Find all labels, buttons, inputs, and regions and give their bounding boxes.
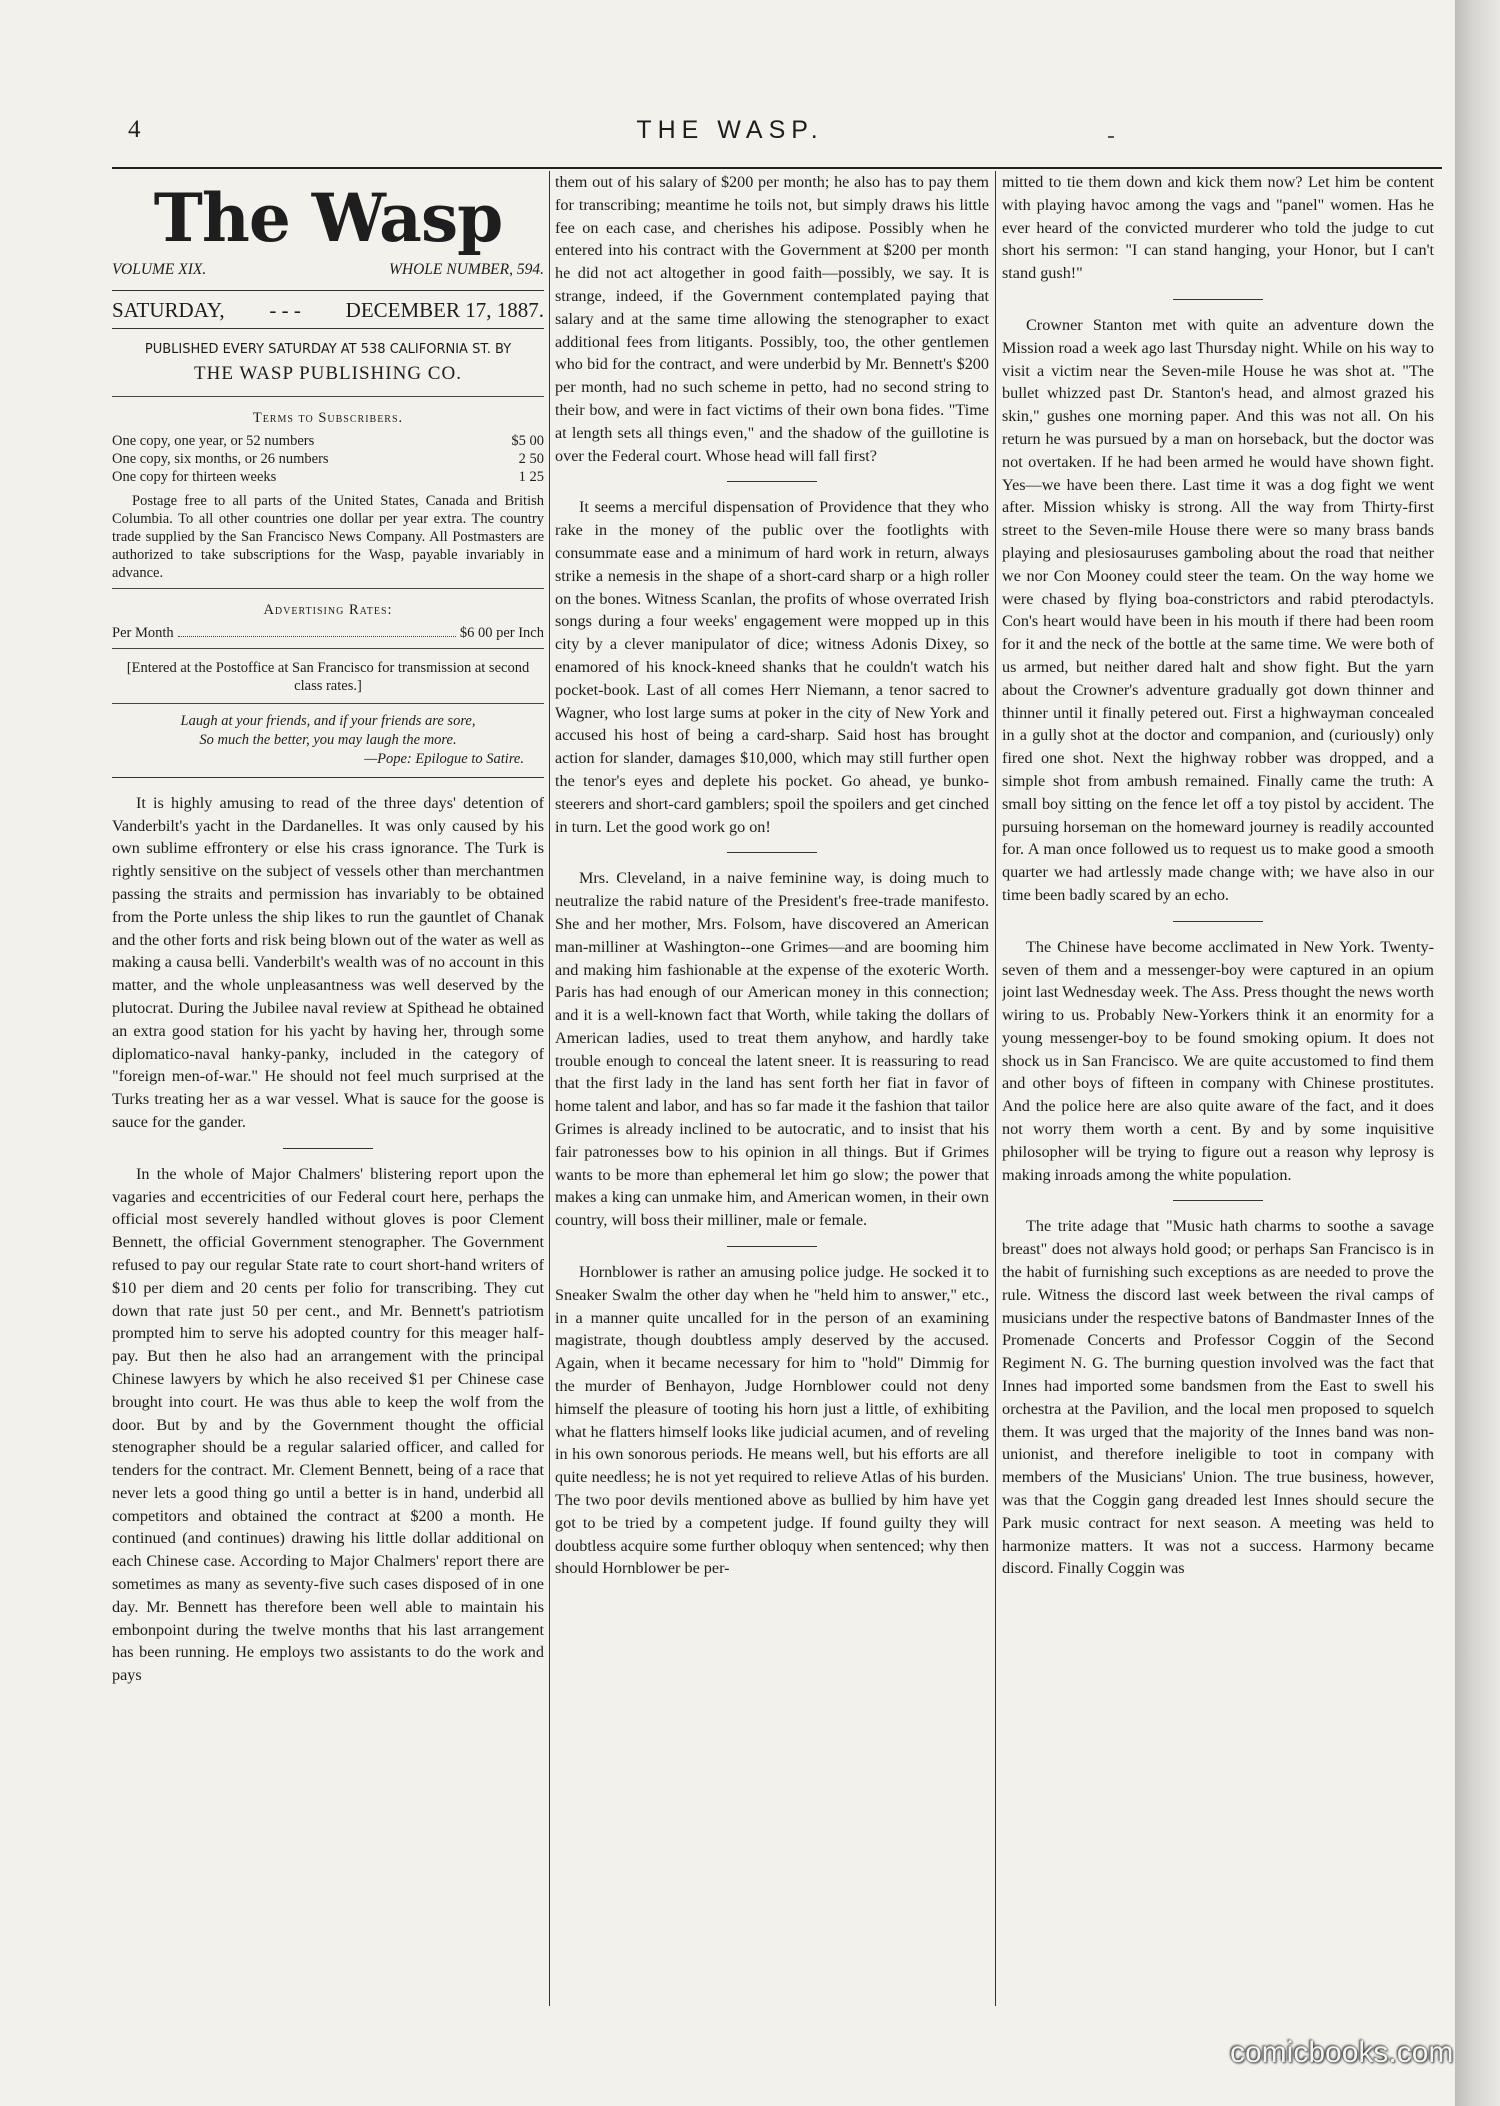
divider (112, 396, 544, 397)
terms-label: One copy, six months, or 26 numbers (112, 450, 329, 467)
terms-row (112, 432, 544, 450)
volume: VOLUME XIX. (112, 261, 207, 278)
ad-price: $6 00 per Inch (459, 624, 544, 641)
article-separator (1173, 921, 1263, 922)
published-line: PUBLISHED EVERY SATURDAY AT 538 CALIFORNIA ST. BY (144, 341, 512, 357)
column-rule-1 (549, 171, 550, 2006)
article-bennett: In the whole of Major Chalmers' blistering report upon the vagaries and eccentricities of our Federal court here, perhaps the official most severely handled without gloves is poor Clement Bennett, the official Government stenographer. The Government refused to pay our regular State rate to court short-hand writers of $10 per diem and 20 cents per folio for transcribing. They cut down that rate just 50 per cent., and Mr. Bennett's patriotism prompted him to serve his adopted country for this meager half-pay. But then he also had an arrangement with the principal Chinese lawyers by which he also received $1 per Chinese case brought into court. He was thus able to keep the wolf from the door. But by and by the Government thought the official stenographer should be a regular salaried officer, and called for tenders for the contract. Mr. Clement Bennett, being of a race that never lets a good thing go until a better is in hand, underbid all competitors and obtained the contract at $200 a month. He continued (and continues) drawing his little dollar additional on each Chinese case. According to Major Chalmers' report there are sometimes as many as seventy-five such cases disposed of in one day. Mr. Bennett has therefore been well able to maintain his embonpoint during the twelve months that his last arrangement has been running. He employs two assistants to do the work and pays (112, 1164, 544, 1685)
advertising-rate (112, 624, 544, 642)
postage-text: Postage free to all parts of the United States, Canada and British Columbia. To all other countries one dollar per year extra. The country trade supplied by the San Francisco News Company. All Postmasters are authorized to take subscriptions for the Wasp, payable invariably in advance. (112, 492, 544, 581)
terms-row (112, 450, 544, 468)
article-hornblower: Hornblower is rather an amusing police judge. He socked it to Sneaker Swalm the other day when he "held him to answer," etc., in a manner quite uncalled for in the person of an examining magistrate, though doubtless amply deserved by the accused. Again, when it became necessary for him to "hold" Dimmig for the murder of Benhayon, Judge Hornblower could not deny himself the pleasure of tooting his horn just a little, of exhibiting what he flatters himself looks like judicial acumen, and of reveling in his own sonorous periods. He means well, but his efforts are all quite needless; he is not yet required to relieve Atlas of his burden. The two poor devils mentioned above as bullied by him have yet got to be tried by a competent judge. If found guilty they will doubtless acquire some further obloquy when sentenced; why then should Hornblower be per- (555, 1263, 989, 1578)
article-separator (1173, 1200, 1263, 1201)
article-separator (727, 852, 817, 853)
dateline-dashes: - - - (269, 297, 301, 322)
column-2 (555, 171, 989, 2006)
divider (112, 648, 544, 649)
article-separator (727, 1246, 817, 1247)
article-separator (283, 1148, 373, 1149)
postage-notice (112, 492, 544, 582)
article-bennett-continued: them out of his salary of $200 per month; he also has to pay them for transcribing; meantime he toils not, but simply draws his little fee on each case, and cherishes his adipose. Possibly when he entered into his contract with the Government at $200 per month he did not act altogether in good faith—possibly, we say. It is strange, indeed, if the Government contemplated paying that salary and at the same time allowing the stenographer to exact additional fees from litigants. Possibly, too, the other gentlemen who bid for the contract, and were underbid by Mr. Bennett's $200 per month, had no such scheme in petto, had no second string to their bow, and were in fact victims of their own bona fides. "Time at length sets all things even," and the shadow of the guillotine is over the Federal court. Whose head will fall first? (555, 173, 989, 465)
article-providence: It seems a merciful dispensation of Providence that they who rake in the money of the public over the footlights with consummate ease and a minimum of hard work in return, always strike a nemesis in the shape of a short-card sharp or a high roller on the bones. Witness Scanlan, the profits of whose overrated Irish songs during a four weeks' engagement were mopped up in this city by a clever manipulator of dice; witness Adonis Dixey, so enamored of his knock-kneed shanks that he couldn't watch his pocket-book. Last of all comes Herr Niemann, a tenor sacred to Wagner, who lost large sums at poker in the city of New York and accused his host of being a card-sharp. Said host has brought action for slander, damages $10,000, which may still further open the tenor's eyes and deplete his pocket. Go ahead, ye bunko-steerers and short-card gamblers; spoil the spoilers and get cinched in turn. Let the good work go on! (555, 498, 989, 836)
epigraph-line: So much the better, you may laugh the more. (199, 731, 457, 748)
terms-heading: Terms to Subscribers. (252, 410, 404, 427)
page-number: 4 (128, 116, 141, 143)
header-rule (112, 167, 1442, 169)
epigraph-line: Laugh at your friends, and if your friends are sore, (180, 712, 476, 729)
terms-row (112, 468, 544, 486)
column-1 (112, 171, 544, 2006)
publisher-name: THE WASP PUBLISHING CO. (194, 363, 462, 385)
volume-line (112, 259, 544, 282)
leader-dots (178, 624, 456, 637)
terms-label: One copy, one year, or 52 numbers (112, 432, 315, 449)
article-vanderbilt: It is highly amusing to read of the three days' detention of Vanderbilt's yacht in the Dardanelles. It was only caused by his own sublime effrontery or else his crass ignorance. The Turk is rightly sensitive on the subject of vessels other than merchantmen passing the straits and permission has invariably to be obtained from the Porte unless the ship likes to run the gauntlet of Chanak and the other forts and risk being blown out of the water as well as making a causa belli. Vanderbilt's wealth was of no account in this matter, and the whole unpleasantness was well deserved by the plutocrat. During the Jubilee naval review at Spithead he obtained an extra good station for his yacht by having her, through some diplomatico-naval hanky-panky, included in the category of "foreign men-of-war." He should not feel much surprised at the Turks treating her as a war vessel. What is sauce for the goose is sauce for the gander. (112, 793, 544, 1131)
dateline (112, 290, 544, 329)
terms-price: 1 25 (518, 468, 544, 485)
article-stanton: Crowner Stanton met with quite an adventure down the Mission road a week ago last Thursday night. While on his way to visit a victim near the Seven-mile House he was shot at. "The bullet whizzed past Dr. Stanton's head, and almost grazed his skin," gushes one morning paper. And this was not all. On his return he was pursued by a man on horseback, but the doctor was not overtaken. If he had been armed he would have shown fight. Yes—we have been there. Last time it was a dog fight we went after. Mission whisky is strong. All the way from Thirty-first street to the Seven-mile House there were so many brass bands playing and plesiosauruses gamboling about the road that neither we nor Con Mooney could steer the team. On the way home we were chased by flying boa-constrictors and rabid pterodactyls. Con's heart would have been in his mouth if there had been room for it and the neck of the bottle at the same time. We were both of us armed, but neither dared halt and show fight. But the yarn about the Crowner's adventure gradually got down thinner and thinner until it finally petered out. First a highwayman concealed in a gully shot at the doctor and companion, and (curiously) only fired one shot. Next the highway robber was dropped, and a simple shot from ambush remained. Finally came the truth: A small boy sitting on the fence let off a toy pistol by accident. The pursuing horseman on the homeward journey is readily accounted for. A man once followed us to request us to make good a smooth quarter we had artlessly made change with; we have also in our time been badly scared by an echo. (1002, 315, 1434, 904)
article-separator (1173, 299, 1263, 300)
whole-number: WHOLE NUMBER, 594. (389, 261, 544, 278)
article-music: The trite adage that "Music hath charms to soothe a savage breast" does not always hold good; or perhaps San Francisco is in the habit of furnishing such exceptions as are needed to prove the rule. Witness the discord last week between the rival camps of musicians under the respective batons of Bandmaster Innes of the Promenade Concerts and Professor Coggin of the Second Regiment N. G. The burning question involved was the fact that Innes had imported some bandsmen from the East to swell his orchestra at the Pavilion, and the local men proposed to squelch them. It was urged that the majority of the Innes band was non-unionist, and therefore ineligible to toot in company with members of the Musicians' Union. The true business, however, was that the Coggin gang dreaded lest Innes should secure the Park music contract for next season. A meeting was held to harmonize matters. It was not a success. Harmony became discord. Finally Coggin was (1002, 1217, 1434, 1578)
epigraph-attribution: —Pope: Epilogue to Satire. (364, 750, 524, 767)
terms-label: One copy for thirteen weeks (112, 468, 277, 485)
ad-label: Per Month (112, 624, 174, 641)
print-mark (1108, 136, 1114, 138)
watermark: comicbooks.com (1230, 2036, 1454, 2069)
epigraph (112, 703, 544, 778)
adjacent-page-edge (1455, 0, 1500, 2106)
masthead-title: The Wasp (153, 179, 503, 257)
terms-list (112, 432, 544, 486)
advertising-heading: Advertising Rates: (263, 601, 393, 618)
divider (112, 588, 544, 589)
entered-notice: [Entered at the Postoffice at San Francisco for transmission at second class rates.] (126, 659, 530, 694)
article-hornblower-continued: mitted to tie them down and kick them now? Let him be content with playing havoc among the vags and "panel" women. Has he ever heard of the convicted murderer who told the judge to cut short his sermon: "I can stand hanging, your Honor, but I can't stand gush!" (1002, 173, 1434, 283)
article-cleveland: Mrs. Cleveland, in a naive feminine way, is doing much to neutralize the rabid nature of the President's free-trade manifesto. She and her mother, Mrs. Folsom, have discovered an American man-milliner at Washington--one Grimes—and are booming him and making him fashionable at the expense of the exoteric Worth. Paris has had enough of our American money in this connection; and it is a well-known fact that Worth, while taking the dollars of American ladies, used to treat them anyhow, and hardly take trouble enough to conceal the latent sneer. It is reassuring to read that the first lady in the land has sent forth her fiat in favor of home talent and labor, and has so far made it the fashion that tailor Grimes is already inclined to be autocratic, and to insist that his fair patronesses bow to his opinion in all things. But if Grimes wants to be more than ephemeral let him go slow; the power that makes a king can unmake him, and American women, in their own country, will boss their milliner, male or female. (555, 869, 989, 1230)
column-rule-2 (995, 171, 996, 2006)
terms-price: 2 50 (518, 450, 544, 467)
issue-date: DECEMBER 17, 1887. (345, 297, 544, 322)
article-chinese: The Chinese have become acclimated in New York. Twenty-seven of them and a messenger-boy were captured in an opium joint last Wednesday week. The Ass. Press thought the news worth wiring to us. Probably New-Yorkers think it an enormity for a young messenger-boy to be found smoking opium. It does not shock us in San Francisco. We are quite accustomed to find them and other boys of fifteen in company with Chinese prostitutes. And the police here are also quite aware of the fact, and it does not worry them worth a cent. By and by some inquisitive philosopher will be trying to figure out a reason why leprosy is making inroads among the white population. (1002, 937, 1434, 1184)
running-title: THE WASP. (636, 116, 824, 144)
issue-day: SATURDAY, (112, 297, 225, 322)
article-separator (727, 481, 817, 482)
column-3 (1002, 171, 1434, 2006)
terms-price: $5 00 (511, 432, 544, 449)
